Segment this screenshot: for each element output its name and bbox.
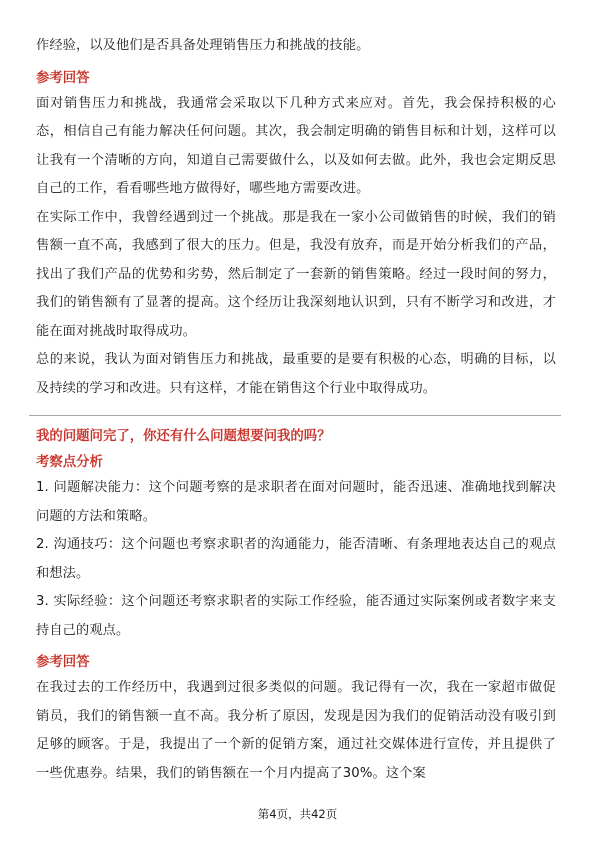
page-content (36, 32, 556, 788)
intro-tail-text: 作经验，以及他们是否具备处理销售压力和挑战的技能。 (36, 38, 370, 53)
answer-heading-1: 参考回答 (36, 70, 90, 86)
answer-paragraph-2: 在实际工作中，我曾经遇到过一个挑战。那是我在一家小公司做销售的时候，我们的销售额一直不高，我感到了很大的压力。但是，我没有放弃，而是开始分析我们的产品，找出了我们产品的优势和劣势，然后制定了一套新的销售策略。经过一段时间的努力，我们的销售额有了显著的提高。这个经历让我深刻地认识到，只有不断学习和改进，才能在面对挑战时取得成功。 (36, 209, 556, 339)
answer-heading-2: 参考回答 (36, 655, 90, 670)
analysis-item-1: 1. 问题解决能力：这个问题考察的是求职者在面对问题时，能否迅速、准确地找到解决问题的方法和策略。 (36, 480, 556, 524)
answer-paragraph-4: 在我过去的工作经历中，我遇到过很多类似的问题。我记得有一次，我在一家超市做促销员，我们的销售额一直不高。我分析了原因，发现是因为我们的促销活动没有吸引到足够的顾客。于是，我提出了一个新的促销方案，通过社交媒体进行宣传，并且提供了一些优惠券。结果，我们的销售额在一个月内提高了30%。这个案 (36, 680, 556, 781)
answer-paragraph-3: 总的来说，我认为面对销售压力和挑战，最重要的是要有积极的心态，明确的目标，以及持续的学习和改进。只有这样，才能在销售这个行业中取得成功。 (36, 352, 556, 396)
analysis-heading: 考察点分析 (36, 455, 103, 470)
analysis-item-2: 2. 沟通技巧：这个问题也考察求职者的沟通能力，能否清晰、有条理地表达自己的观点和想法。 (36, 537, 556, 581)
answer-paragraph-1: 面对销售压力和挑战，我通常会采取以下几种方式来应对。首先，我会保持积极的心态，相信自己有能力解决任何问题。其次，我会制定明确的销售目标和计划，这样可以让我有一个清晰的方向，知道自己需要做什么，以及如何去做。此外，我也会定期反思自己的工作，看看哪些地方做得好，哪些地方需要改进。 (36, 95, 556, 196)
analysis-item-3: 3. 实际经验：这个问题还考察求职者的实际工作经验，能否通过实际案例或者数字来支持自己的观点。 (36, 594, 556, 638)
section-divider (29, 415, 561, 416)
question-title: 我的问题问完了，你还有什么问题想要问我的吗？ (36, 429, 331, 444)
page-number: 第4页，共42页 (257, 807, 338, 821)
